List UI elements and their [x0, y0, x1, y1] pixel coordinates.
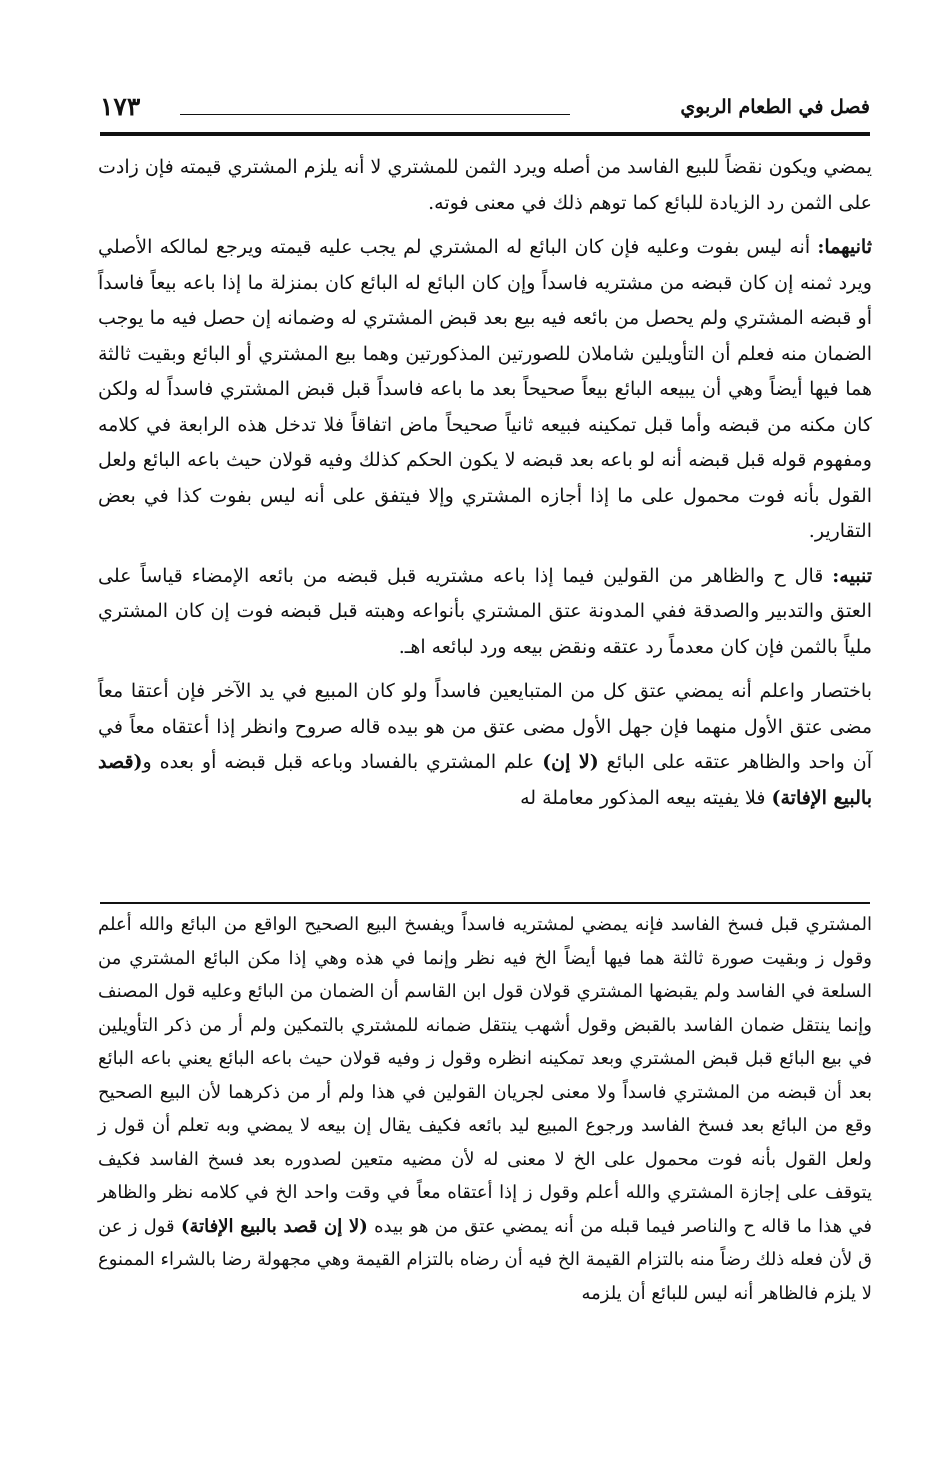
- paragraph-4: [98, 674, 872, 816]
- paragraph-2-label: ثانيهما:: [817, 236, 872, 258]
- header-leader-line: [180, 114, 570, 115]
- paragraph-2: [98, 230, 872, 550]
- paragraph-4-part-d: فلا يفيته بيعه المذكور معاملة له: [520, 786, 772, 809]
- paragraph-4-part-c: علم المشتري بالفساد وباعه قبل قبضه أو بعده و: [142, 751, 543, 773]
- paragraph-2-text: أنه ليس بفوت وعليه فإن كان البائع له المشتري لم يجب عليه قيمته ويرجع لمالكه الأصلي ويرد ثمنه إن كان قبضه من مشتريه فاسداً وإن كان البائع له البائع كان بمنزلة ما إذا باعه بيعاً فاسداً أو قبضه المشتري ولم يحصل من بائعه فيه بيع بعد قبض المشتري له وضمانه إن حصل فيه ما يوجب الضمان منه فعلم أن التأويلين شاملان للصورتين المذكورتين وهما بيع المشتري أو البائع وبقيت ثالثة هما فيها أيضاً وهي أن يبيعه البائع بيعاً صحيحاً بعد ما باعه فاسداً قبل قبض المشتري فاسداً له ولكن كان مكنه من قبضه وأما قبل تمكينه فبيعه ثانياً صحيحاً ماض اتفاقاً فلا تدخل هذه الرابعة في كلامه ومفهوم قوله قبل قبضه أنه لو باعه بعد قبضه لا يكون الحكم كذلك وفيه قولان حيث باعه البائع ولعل القول بأنه فوت محمول على ما إذا أجازه المشتري وإلا فيتفق على أنه ليس بفوت كذا في بعض التقارير.: [98, 236, 872, 542]
- matn-quote-1: (لا إن): [542, 751, 599, 773]
- page-number: ١٧٣: [100, 92, 141, 121]
- running-title: فصل في الطعام الربوي: [680, 96, 870, 118]
- running-header: [100, 88, 870, 128]
- matn-quote-2: (قصد بالبيع الإفاتة): [98, 751, 872, 809]
- main-text: [98, 150, 872, 825]
- header-rule: [100, 132, 870, 136]
- paragraph-3-text: قال ح والظاهر من القولين فيما إذا باعه مشتريه قبل قبضه من بائعه الإمضاء قياساً على العتق والتدبير والصدقة ففي المدونة عتق المشتري بأنواعه وهبته قبل قبضه فوت إن كان المشتري ملياً بالثمن فإن كان معدماً رد عتقه ونقض بيعه ورد لبائعه اهـ.: [98, 564, 872, 658]
- paragraph-3-label: تنبيه:: [832, 564, 872, 587]
- paragraph-1: يمضي ويكون نقضاً للبيع الفاسد من أصله ويرد الثمن للمشتري لا أنه يلزم المشتري قيمته فإن زادت على الثمن رد الزيادة للبائع كما توهم ذلك في معنى فوته.: [98, 156, 872, 214]
- paragraph-3: [98, 559, 872, 666]
- footnotes: [98, 908, 872, 1310]
- footnote-matn-quote: (لا إن قصد بالبيع الإفاتة): [180, 1215, 368, 1237]
- footnote-paragraph: [98, 908, 872, 1310]
- paragraph-4-part-a: باختصار واعلم أنه يمضي عتق كل من المتبايعين فاسداً ولو كان المبيع في يد الآخر فإن أعتقا معاً مضى عتق الأول منهما فإن جهل الأول مضى عتق من هو بيده قاله صروح وانظر إذا أعتقاه معاً في آن واحد والظاهر عتقه على البائع: [98, 680, 872, 773]
- footnote-part-c: قول ز عن ق لأن فعله ذلك رضاً منه بالتزام القيمة الخ فيه أن رضاه بالتزام القيمة وهي مجهولة رضا بالشراء الممنوع لا يلزم فالظاهر أنه ليس للبائع أن يلزمه: [98, 1215, 872, 1304]
- footnote-part-a: المشتري قبل فسخ الفاسد فإنه يمضي لمشتريه فاسداً ويفسخ البيع الصحيح الواقع من البائع والله أعلم وقول ز وبقيت صورة ثالثة هما فيها أيضاً الخ فيه نظر وإنما في هذه وهي إذا مكن البائع المشتري من السلعة في الفاسد ولم يقبضها المشتري قولان قول ابن القاسم أن الضمان من البائع وعليه قول المصنف وإنما ينتقل ضمان الفاسد بالقبض وقول أشهب ينتقل ضمانه للمشتري بالتمكين ولم أر من ذكر التأويلين في بيع البائع قبل قبض المشتري وبعد تمكينه انظره وقول ز وفيه قولان حيث باعه البائع يعني باعه البائع بعد أن قبضه من المشتري فاسداً ولا معنى لجريان القولين في هذا ولم أر من ذكرهما لأن البيع الصحيح وقع من البائع بعد فسخ الفاسد ورجوع المبيع ليد بائعه فكيف يقال إن بيعه لا يمضي وبه تعلم أن قول ز ولعل القول بأنه فوت محمول على الخ لا معنى له لأن مضيه متعين لصدوره بعد فسخ الفاسد فكيف يتوقف على إجازة المشتري والله أعلم وقول ز إذا أعتقاه معاً في وقت واحد الخ في كلامه نظر والظاهر في هذا ما قاله ح والناصر فيما قبله من أنه يمضي عتق من هو بيده: [98, 914, 872, 1237]
- footnote-separator: [100, 902, 870, 904]
